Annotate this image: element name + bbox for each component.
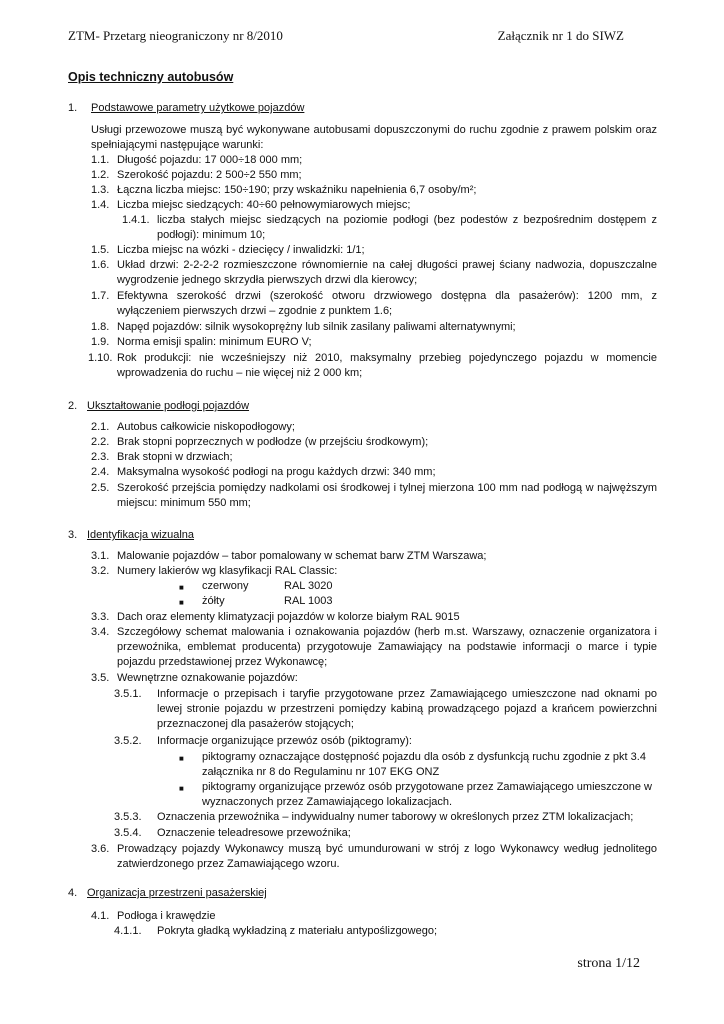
item-text: Informacje organizujące przewóz osób (piktogramy): [157, 735, 412, 747]
item-number: 3.6. [91, 843, 110, 855]
bullet-icon: ■ [179, 754, 184, 763]
item-text: Łączna liczba miejsc: 150÷190; przy wskaźniku napełnienia 6,7 osoby/m²; [117, 184, 477, 196]
item-number: 3.1. [91, 550, 110, 562]
item-number: 1.2. [91, 169, 110, 181]
item-number: 3.5.3. [114, 811, 142, 823]
item-number: 1.8. [91, 321, 110, 333]
item-text: Podłoga i krawędzie [117, 910, 216, 922]
item-number: 1.1. [91, 154, 110, 166]
item-text: Maksymalna wysokość podłogi na progu każdych drzwi: 340 mm; [117, 466, 436, 478]
item-text: Układ drzwi: 2-2-2-2 rozmieszczone równomiernie na całej długości prawej ściany nadwozia, dopuszczalne wygrodzenie jednego skrzydła pierwszych drzwi dla kierowcy; [117, 259, 657, 286]
item-number: 1.6. [91, 259, 110, 271]
pictogram-item: piktogramy organizujące przewóz osób przygotowane przez Zamawiającego umieszczone w wyznaczonych przez Zamawiającego lokalizacjach. [202, 781, 652, 808]
item-number: 2.4. [91, 466, 110, 478]
color-code: RAL 1003 [284, 595, 333, 607]
header-left: ZTM- Przetarg nieograniczony nr 8/2010 [68, 28, 283, 43]
item-text: Malowanie pojazdów – tabor pomalowany w schemat barw ZTM Warszawa; [117, 550, 487, 562]
item-text: Numery lakierów wg klasyfikacji RAL Classic: [117, 565, 338, 577]
item-text: Liczba miejsc na wózki - dziecięcy / inwalidzki: 1/1; [117, 244, 365, 256]
item-text: Dach oraz elementy klimatyzacji pojazdów w kolorze białym RAL 9015 [117, 611, 460, 623]
item-text: Brak stopni w drzwiach; [117, 451, 233, 463]
pictogram-item: piktogramy oznaczające dostępność pojazdu dla osób z dysfunkcją ruchu zgodnie z pkt 3.4 załącznika nr 8 do Regulaminu nr 107 EKG ONZ [202, 751, 646, 778]
item-text: Oznaczenia przewoźnika – indywidualny numer taborowy w określonych przez ZTM lokalizacjach; [157, 811, 634, 823]
page-title: Opis techniczny autobusów [68, 70, 234, 84]
item-text: liczba stałych miejsc siedzących na poziomie podłogi (bez podestów z bezpośrednim dostępem z podłogi): minimum 10; [157, 214, 657, 241]
section-4-number: 4. [68, 887, 78, 899]
item-number: 1.4.1. [122, 214, 150, 226]
color-name: czerwony [202, 580, 249, 592]
item-number: 2.5. [91, 482, 110, 494]
section-3-heading: Identyfikacja wizualna [87, 529, 195, 541]
item-text: Szczegółowy schemat malowania i oznakowania pojazdów (herb m.st. Warszawy, oznaczenie organizatora i przewoźnika, emblemat producenta) przygotowuje Zamawiający na podstawie informacji o marce i typie pojazdu przedstawionej przez Wykonawcę; [117, 626, 657, 668]
color-name: żółty [202, 595, 225, 607]
item-text: Prowadzący pojazdy Wykonawcy muszą być umundurowani w strój z logo Wykonawcy według jednolitego zatwierdzonego przez Zamawiającego wzoru. [117, 843, 657, 870]
item-text: Norma emisji spalin: minimum EURO V; [117, 336, 312, 348]
bullet-icon: ■ [179, 598, 184, 607]
section-4-heading: Organizacja przestrzeni pasażerskiej [87, 887, 267, 899]
item-number: 2.3. [91, 451, 110, 463]
item-number: 4.1. [91, 910, 110, 922]
item-number: 3.4. [91, 626, 110, 638]
item-text: Informacje o przepisach i taryfie przygotowane przez Zamawiającego umieszczone nad oknami po lewej stronie pojazdu w przestrzeni pomiędzy kabiną prowadzącego pojazd a krańcem powierzchni przeznaczonej dla pasażerów stojących; [157, 688, 657, 730]
item-text: Szerokość pojazdu: 2 500÷2 550 mm; [117, 169, 302, 181]
page-number: strona 1/12 [577, 956, 640, 971]
header-right: Załącznik nr 1 do SIWZ [497, 28, 624, 43]
bullet-icon: ■ [179, 583, 184, 592]
item-number: 1.3. [91, 184, 110, 196]
item-number: 2.2. [91, 436, 110, 448]
bullet-icon: ■ [179, 784, 184, 793]
section-3-number: 3. [68, 529, 78, 541]
item-number: 1.9. [91, 336, 110, 348]
item-text: Długość pojazdu: 17 000÷18 000 mm; [117, 154, 303, 166]
color-code: RAL 3020 [284, 580, 333, 592]
item-text: Wewnętrzne oznakowanie pojazdów: [117, 672, 298, 684]
item-number: 1.7. [91, 290, 110, 302]
item-number: 3.5. [91, 672, 110, 684]
item-text: Pokryta gładką wykładziną z materiału antypoślizgowego; [157, 925, 438, 937]
item-number: 4.1.1. [114, 925, 142, 937]
item-number: 2.1. [91, 421, 110, 433]
section-1-number: 1. [68, 102, 78, 114]
item-text: Oznaczenie teleadresowe przewoźnika; [157, 827, 351, 839]
section-1-heading: Podstawowe parametry użytkowe pojazdów [91, 102, 305, 114]
item-text: Rok produkcji: nie wcześniejszy niż 2010, maksymalny przebieg pojedynczego pojazdu w momencie wprowadzenia do ruchu – nie więcej niż 2 000 km; [117, 352, 657, 379]
section-1-intro: Usługi przewozowe muszą być wykonywane autobusami dopuszczonymi do ruchu zgodnie z prawem polskim oraz spełniającymi następujące warunki: [91, 124, 657, 151]
item-number: 3.3. [91, 611, 110, 623]
item-number: 3.2. [91, 565, 110, 577]
item-number: 1.5. [91, 244, 110, 256]
item-number: 1.10. [88, 352, 113, 364]
section-2-heading: Ukształtowanie podłogi pojazdów [87, 400, 250, 412]
section-2-number: 2. [68, 400, 78, 412]
item-text: Autobus całkowicie niskopodłogowy; [117, 421, 295, 433]
item-number: 3.5.2. [114, 735, 142, 747]
item-number: 3.5.1. [114, 688, 142, 700]
item-text: Liczba miejsc siedzących: 40÷60 pełnowymiarowych miejsc; [117, 199, 411, 211]
item-text: Napęd pojazdów: silnik wysokoprężny lub silnik zasilany paliwami alternatywnymi; [117, 321, 516, 333]
item-number: 1.4. [91, 199, 110, 211]
item-text: Brak stopni poprzecznych w podłodze (w przejściu środkowym); [117, 436, 429, 448]
item-text: Szerokość przejścia pomiędzy nadkolami osi środkowej i tylnej mierzona 100 mm nad podłogą w najwęższym miejscu: minimum 550 mm; [117, 482, 657, 509]
item-text: Efektywna szerokość drzwi (szerokość otworu drzwiowego dostępna dla pasażerów): 1200 mm, z wyłączeniem pierwszych drzwi – zgodnie z punktem 1.6; [117, 290, 657, 317]
item-number: 3.5.4. [114, 827, 142, 839]
